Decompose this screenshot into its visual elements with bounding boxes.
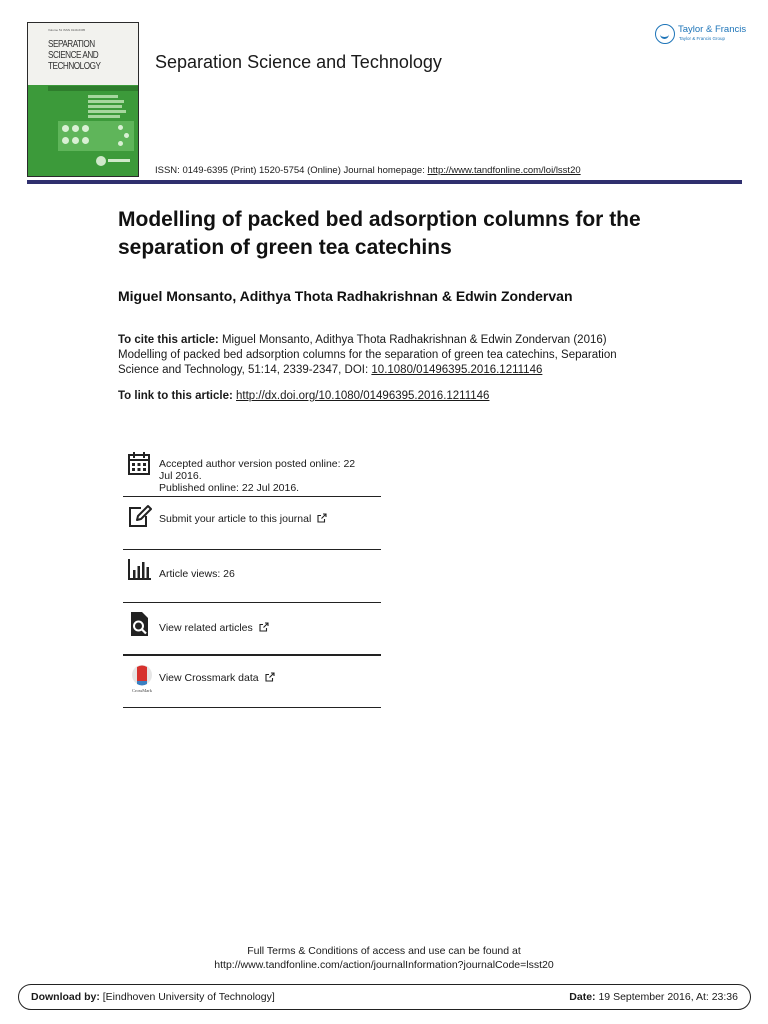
cover-contents-list: [88, 95, 128, 120]
cover-issn: Volume 51 ISSN 0149-6395: [48, 28, 86, 32]
accepted-line-1: Accepted author version posted online: 22: [159, 458, 356, 470]
document-search-icon: [127, 611, 153, 637]
terms-notice: [0, 944, 768, 972]
submit-article-label: Submit your article to this journal: [159, 513, 312, 525]
citation-label: To cite this article:: [118, 334, 219, 346]
article-views: Article views: 26: [159, 568, 235, 580]
article-link-block: [118, 389, 658, 404]
submit-article-link[interactable]: [159, 513, 327, 525]
calendar-icon: [127, 451, 153, 477]
related-articles-link[interactable]: [159, 622, 269, 634]
external-link-icon: [265, 672, 275, 682]
terms-link[interactable]: http://www.tandfonline.com/action/journalInformation?journalCode=lsst20: [214, 959, 554, 971]
journal-homepage-link[interactable]: http://www.tandfonline.com/loi/lsst20: [427, 165, 581, 176]
article-doi-url[interactable]: http://dx.doi.org/10.1080/01496395.2016.1211146: [236, 390, 490, 402]
crossmark-link[interactable]: [159, 672, 275, 684]
crossmark-logo-text: CrossMark: [132, 688, 152, 693]
published-date: Published online: 22 Jul 2016.: [159, 482, 300, 494]
article-info-list: [123, 445, 381, 708]
citation-doi-link[interactable]: 10.1080/01496395.2016.1211146: [371, 364, 543, 376]
terms-line-1: Full Terms & Conditions of access and use can be found at: [247, 945, 521, 957]
download-institution: [Eindhoven University of Technology]: [102, 991, 275, 1003]
article-link-label: To link to this article:: [118, 390, 233, 402]
accepted-line-2: Jul 2016.: [159, 470, 202, 482]
issn-text: ISSN: 0149-6395 (Print) 1520-5754 (Online) Journal homepage:: [155, 165, 425, 176]
publisher-group: Taylor & Francis Group: [679, 36, 726, 41]
download-info-bar: [18, 984, 751, 1010]
cover-stripe: [48, 86, 138, 91]
date-label: Date:: [569, 991, 596, 1003]
issn-line: [155, 165, 581, 176]
external-link-icon: [259, 622, 269, 632]
header-divider-thick: [27, 181, 742, 184]
publication-dates: [159, 458, 355, 494]
related-articles-label: View related articles: [159, 622, 253, 634]
article-authors: Miguel Monsanto, Adithya Thota Radhakrishnan & Edwin Zondervan: [118, 288, 573, 304]
crossmark-row[interactable]: [123, 656, 381, 708]
edit-icon: [127, 504, 153, 530]
publication-dates-row: [123, 445, 381, 497]
crossmark-icon: [127, 664, 157, 694]
bar-chart-icon: [127, 557, 153, 583]
taylor-francis-logo: [653, 22, 745, 48]
article-title: Modelling of packed bed adsorption columns for the separation of green tea catechins: [118, 208, 641, 259]
article-views-row: [123, 550, 381, 603]
crossmark-badge-icon: [127, 664, 157, 688]
cover-publisher-seal: [96, 156, 106, 166]
external-link-icon: [317, 513, 327, 523]
download-label: Download by:: [31, 991, 100, 1003]
submit-article-row[interactable]: [123, 497, 381, 550]
date-value: 19 September 2016, At: 23:36: [598, 991, 738, 1003]
publisher-name: Taylor & Francis: [678, 24, 747, 35]
citation-text: Miguel Monsanto, Adithya Thota Radhakrishnan & Edwin Zondervan (2016) Modelling of packed bed adsorption columns for the separation of green tea catechins, Separation Science and Technology, 51:14, 2339-2347, DOI:: [118, 334, 617, 376]
cover-publisher-mark: [108, 159, 130, 162]
citation-block: [118, 333, 658, 378]
journal-cover-image: [27, 22, 139, 177]
taylor-francis-icon: [655, 24, 675, 44]
crossmark-label: View Crossmark data: [159, 672, 259, 684]
cover-title: SEPARATION SCIENCE AND TECHNOLOGY: [48, 39, 101, 72]
cover-artwork: [58, 121, 134, 151]
download-date: [569, 991, 738, 1003]
related-articles-row[interactable]: [123, 603, 381, 656]
download-info: [31, 991, 275, 1003]
journal-name: Separation Science and Technology: [155, 52, 442, 72]
